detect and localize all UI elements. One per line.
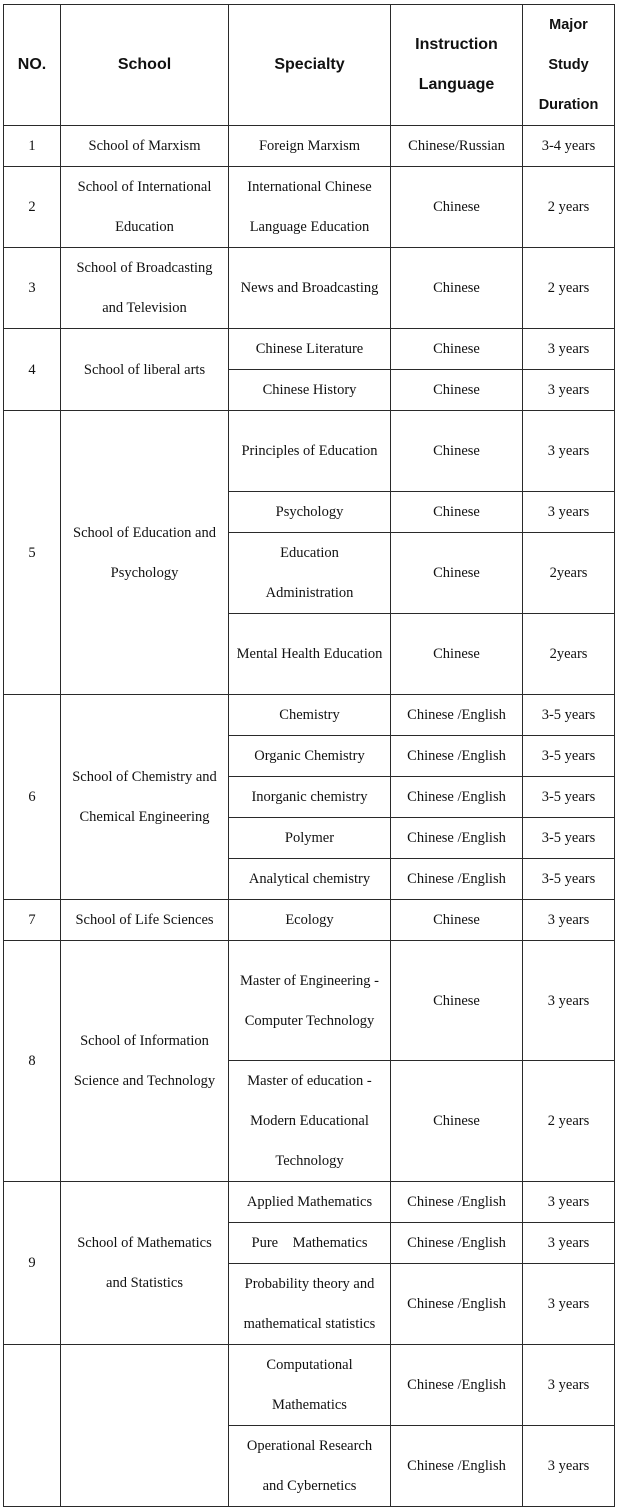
row-number: 7	[4, 900, 61, 941]
row-number: 1	[4, 126, 61, 167]
specialty-cell: Foreign Marxism	[229, 126, 391, 167]
duration-cell: 2years	[523, 533, 615, 614]
duration-cell: 3 years	[523, 411, 615, 492]
duration-cell: 3 years	[523, 1182, 615, 1223]
specialty-cell: Organic Chemistry	[229, 736, 391, 777]
duration-cell: 2years	[523, 614, 615, 695]
language-cell: Chinese	[391, 329, 523, 370]
specialty-cell: International Chinese Language Education	[229, 167, 391, 248]
duration-cell: 3-5 years	[523, 818, 615, 859]
school-cell	[61, 1345, 229, 1507]
specialty-cell: Inorganic chemistry	[229, 777, 391, 818]
table-row	[4, 329, 615, 370]
language-cell: Chinese /English	[391, 1223, 523, 1264]
duration-cell: 3-5 years	[523, 736, 615, 777]
specialty-cell: News and Broadcasting	[229, 248, 391, 329]
language-cell: Chinese	[391, 411, 523, 492]
language-cell: Chinese	[391, 248, 523, 329]
duration-cell: 3 years	[523, 941, 615, 1061]
language-cell: Chinese	[391, 370, 523, 411]
language-cell: Chinese /English	[391, 1264, 523, 1345]
language-cell: Chinese /English	[391, 859, 523, 900]
duration-cell: 3-5 years	[523, 777, 615, 818]
header-row	[4, 5, 615, 126]
language-cell: Chinese	[391, 167, 523, 248]
specialty-cell: Polymer	[229, 818, 391, 859]
header-language: Instruction Language	[391, 5, 523, 126]
header-specialty: Specialty	[229, 5, 391, 126]
language-cell: Chinese /English	[391, 1345, 523, 1426]
language-cell: Chinese /English	[391, 777, 523, 818]
header-school: School	[61, 5, 229, 126]
specialty-cell: Computational Mathematics	[229, 1345, 391, 1426]
row-number: 3	[4, 248, 61, 329]
specialty-cell: Education Administration	[229, 533, 391, 614]
specialty-cell: Ecology	[229, 900, 391, 941]
school-cell: School of liberal arts	[61, 329, 229, 411]
table-row	[4, 900, 615, 941]
specialty-cell: Chemistry	[229, 695, 391, 736]
row-number: 5	[4, 411, 61, 695]
duration-cell: 3 years	[523, 1426, 615, 1507]
language-cell: Chinese /English	[391, 1182, 523, 1223]
specialty-cell: Pure Mathematics	[229, 1223, 391, 1264]
table-row	[4, 1345, 615, 1426]
header-duration: Major Study Duration	[523, 5, 615, 126]
school-cell: School of International Education	[61, 167, 229, 248]
duration-cell: 3-5 years	[523, 695, 615, 736]
duration-cell: 3 years	[523, 1345, 615, 1426]
specialty-cell: Mental Health Education	[229, 614, 391, 695]
table-row	[4, 126, 615, 167]
table-row	[4, 411, 615, 492]
specialty-cell: Psychology	[229, 492, 391, 533]
language-cell: Chinese /English	[391, 1426, 523, 1507]
table-row	[4, 167, 615, 248]
table-row	[4, 695, 615, 736]
duration-cell: 3 years	[523, 492, 615, 533]
row-number: 4	[4, 329, 61, 411]
specialty-cell: Applied Mathematics	[229, 1182, 391, 1223]
school-cell: School of Broadcasting and Television	[61, 248, 229, 329]
school-cell: School of Marxism	[61, 126, 229, 167]
school-cell: School of Life Sciences	[61, 900, 229, 941]
duration-cell: 3-4 years	[523, 126, 615, 167]
language-cell: Chinese/Russian	[391, 126, 523, 167]
duration-cell: 3 years	[523, 1223, 615, 1264]
duration-cell: 3 years	[523, 370, 615, 411]
language-cell: Chinese	[391, 1061, 523, 1182]
language-cell: Chinese /English	[391, 818, 523, 859]
row-number: 6	[4, 695, 61, 900]
duration-cell: 3-5 years	[523, 859, 615, 900]
language-cell: Chinese	[391, 533, 523, 614]
row-number: 9	[4, 1182, 61, 1345]
school-cell: School of Information Science and Technology	[61, 941, 229, 1182]
specialty-cell: Master of Engineering - Computer Technology	[229, 941, 391, 1061]
language-cell: Chinese	[391, 492, 523, 533]
specialty-cell: Analytical chemistry	[229, 859, 391, 900]
school-cell: School of Chemistry and Chemical Engineering	[61, 695, 229, 900]
language-cell: Chinese /English	[391, 736, 523, 777]
specialty-cell: Chinese Literature	[229, 329, 391, 370]
duration-cell: 3 years	[523, 329, 615, 370]
duration-cell: 3 years	[523, 900, 615, 941]
language-cell: Chinese	[391, 614, 523, 695]
row-number	[4, 1345, 61, 1507]
specialty-cell: Master of education - Modern Educational Technology	[229, 1061, 391, 1182]
duration-cell: 3 years	[523, 1264, 615, 1345]
duration-cell: 2 years	[523, 167, 615, 248]
specialty-cell: Probability theory and mathematical statistics	[229, 1264, 391, 1345]
language-cell: Chinese	[391, 900, 523, 941]
language-cell: Chinese /English	[391, 695, 523, 736]
row-number: 8	[4, 941, 61, 1182]
table-row	[4, 248, 615, 329]
programs-table	[3, 4, 615, 1507]
specialty-cell: Chinese History	[229, 370, 391, 411]
table-row	[4, 941, 615, 1061]
duration-cell: 2 years	[523, 1061, 615, 1182]
specialty-cell: Principles of Education	[229, 411, 391, 492]
table-row	[4, 1182, 615, 1223]
school-cell: School of Mathematics and Statistics	[61, 1182, 229, 1345]
duration-cell: 2 years	[523, 248, 615, 329]
school-cell: School of Education and Psychology	[61, 411, 229, 695]
language-cell: Chinese	[391, 941, 523, 1061]
specialty-cell: Operational Research and Cybernetics	[229, 1426, 391, 1507]
row-number: 2	[4, 167, 61, 248]
header-no: NO.	[4, 5, 61, 126]
